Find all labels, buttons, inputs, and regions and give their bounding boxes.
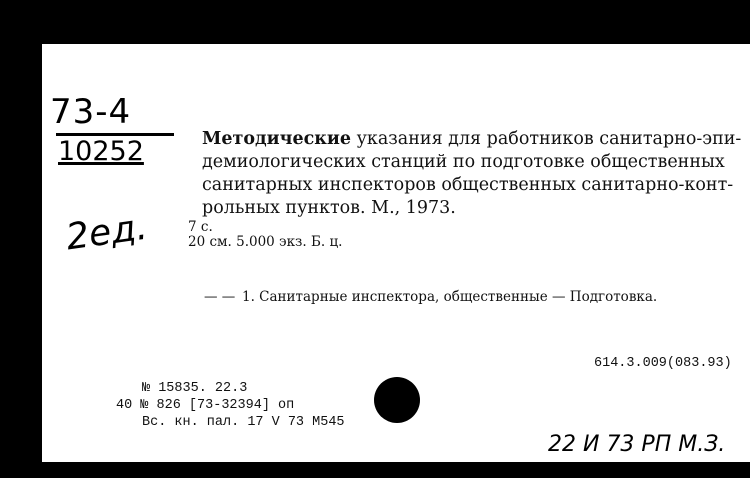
catalog-card: [42, 44, 750, 462]
title-line-1: [202, 128, 741, 151]
registry-line-2: 40 № 826 [73-32394] оп: [116, 398, 295, 413]
call-number-bottom: 10252: [58, 136, 144, 167]
registry-line-1: № 15835. 22.3: [142, 381, 248, 396]
title-bold-word: Методические: [202, 129, 352, 149]
title-line-4: рольных пунктов. М., 1973.: [202, 198, 456, 218]
handwritten-copies-note: 2ед.: [63, 206, 150, 259]
title-line-3: санитарных инспекторов общественных санитарно-конт-: [202, 175, 734, 195]
subject-dashes: — —: [204, 289, 236, 305]
collation-pages: 7 с.: [188, 219, 213, 235]
collation-size: 20 см. 5.000 экз. Б. ц.: [188, 234, 343, 250]
subject-heading: 1. Санитарные инспектора, общественные — Подготовка.: [242, 289, 658, 305]
title-line-1-text: указания для работников санитарно-эпи-: [356, 129, 742, 149]
punch-hole: [374, 377, 420, 423]
handwritten-bottom-note: 22 И 73 РП М.З.: [548, 432, 726, 457]
call-number-top: 73-4: [50, 92, 132, 132]
registry-line-3: Вс. кн. пал. 17 V 73 М545: [142, 415, 345, 430]
title-line-2: демиологических станций по подготовке общественных: [202, 152, 725, 172]
classification-code: 614.3.009(083.93): [594, 356, 732, 371]
